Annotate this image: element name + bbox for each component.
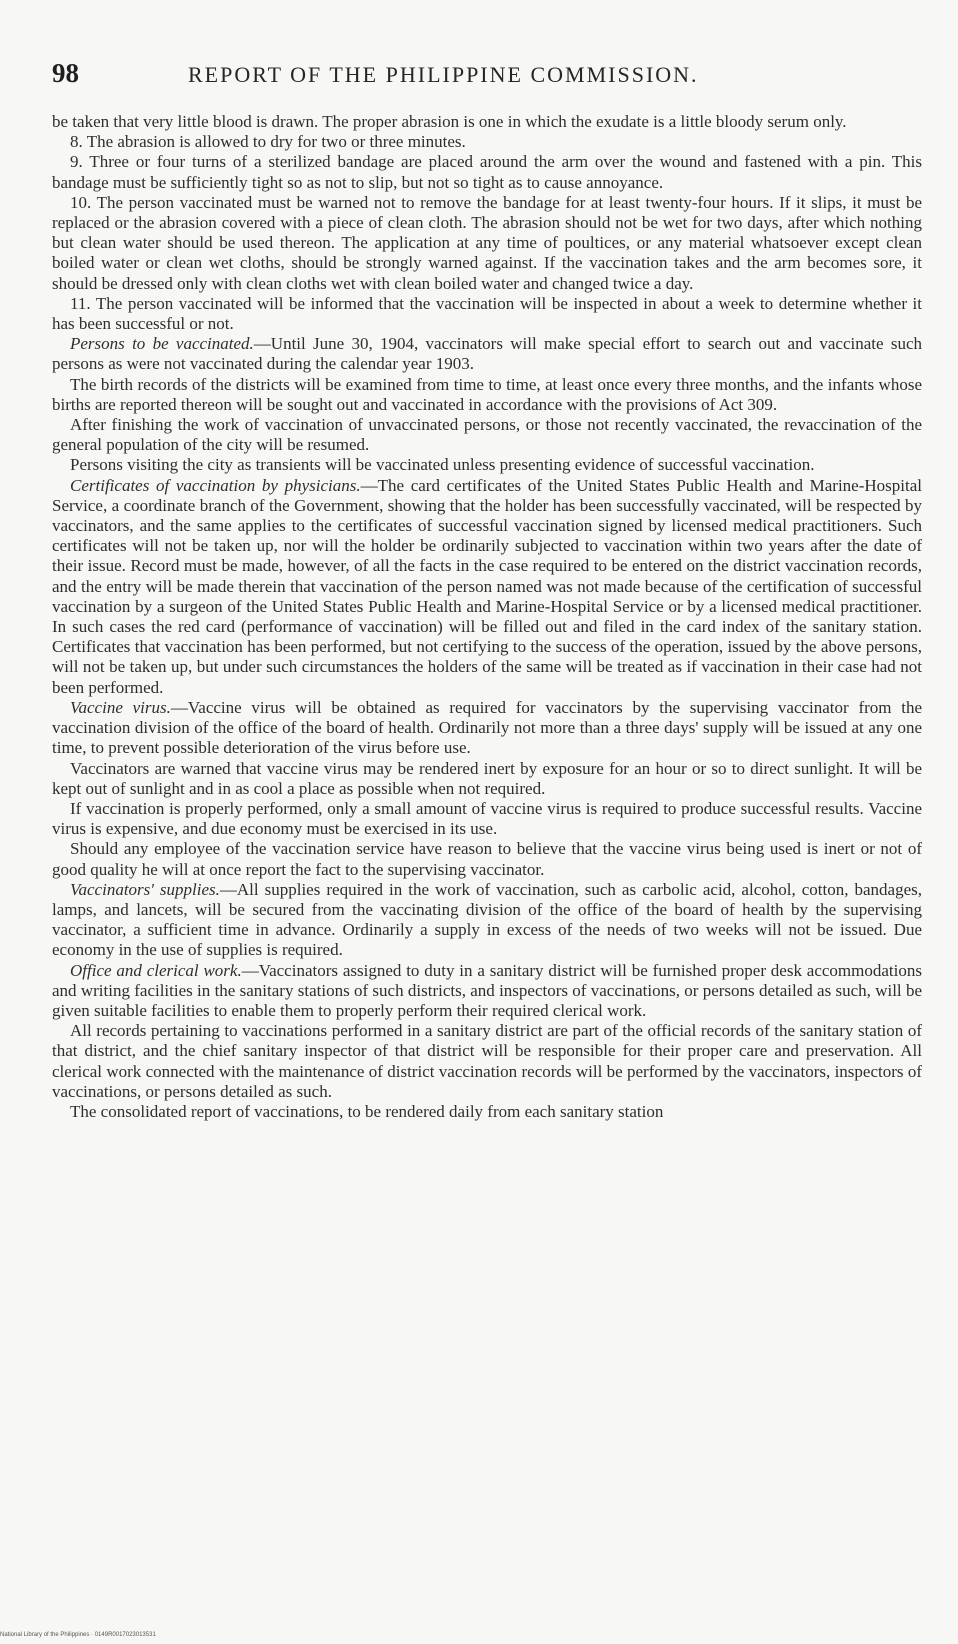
paragraph: All records pertaining to vaccinations performed in a sanitary district are part of the official records of the sanitary station of that district, and the chief sanitary inspector of that district will be responsible for their proper care and preservation. All clerical work connected with the maintenance of district vaccination records will be performed by the vaccinators, inspectors of vaccinations, or persons detailed as such.: [52, 1021, 922, 1101]
paragraph: 11. The person vaccinated will be informed that the vaccination will be inspected in about a week to determine whether it has been successful or not.: [52, 293, 922, 334]
paragraph: Should any employee of the vaccination service have reason to believe that the vaccine virus being used is inert or not of good quality he will at once report the fact to the supervising vaccinator.: [52, 839, 922, 879]
page-header: [52, 58, 912, 98]
section-paragraph: Office and clerical work.—Vaccinators assigned to duty in a sanitary district will be furnished proper desk accommodations and writing facilities in the sanitary stations of such districts, and inspectors of vaccinations, or persons detailed as such, will be given suitable facilities to enable them to properly perform their required clerical work.: [52, 960, 922, 1020]
body-text: [52, 112, 922, 1122]
page-number: 98: [52, 58, 79, 88]
scan-footer: National Library of the Philippines · 0149R0017023013531: [0, 1632, 156, 1638]
section-paragraph: Vaccine virus.—Vaccine virus will be obtained as required for vaccinators by the supervising vaccinator from the vaccination division of the office of the board of health. Ordinarily not more than a three days' supply will be issued at any one time, to prevent possible deterioration of the virus before use.: [52, 697, 923, 758]
paragraph: Vaccinators are warned that vaccine virus may be rendered inert by exposure for an hour or so to direct sunlight. It will be kept out of sunlight and in as cool a place as possible when not required.: [52, 758, 922, 798]
running-head: REPORT OF THE PHILIPPINE COMMISSION.: [188, 62, 699, 87]
paragraph: 10. The person vaccinated must be warned not to remove the bandage for at least twenty-four hours. If it slips, it must be replaced or the abrasion covered with a piece of clean cloth. The abrasion should not be wet for two days, after which nothing but clean water should be used thereon. The application at any time of poultices, or any material whatsoever except clean boiled water or clean wet cloths, should be strongly warned against. If the vaccination takes and the arm becomes sore, it should be dressed only with clean cloths wet with clean boiled water and changed twice a day.: [52, 192, 922, 293]
paragraph: The consolidated report of vaccinations, to be rendered daily from each sanitary station: [70, 1101, 664, 1121]
section-paragraph: Vaccinators' supplies.—All supplies required in the work of vaccination, such as carbolic acid, alcohol, cotton, bandages, lamps, and lancets, will be secured from the vaccinating division of the office of the board of health by the supervising vaccinator, a sufficient time in advance. Ordinarily a supply in excess of the needs of two weeks will not be issued. Due economy in the use of supplies is required.: [52, 879, 922, 960]
paragraph: If vaccination is properly performed, only a small amount of vaccine virus is required to produce successful results. Vaccine virus is expensive, and due economy must be exercised in its use.: [52, 798, 922, 839]
section-paragraph: Certificates of vaccination by physicians.—The card certificates of the United States Public Health and Marine-Hospital Service, a coordinate branch of the Government, showing that the holder has been successfully vaccinated, will be respected by vaccinators, and the same applies to the certificates of successful vaccination signed by licensed medical practitioners. Such certificates will not be taken up, nor will the holder be ordinarily subjected to vaccination within two years after the date of their issue. Record must be made, however, of all the facts in the case required to be entered on the district vaccination records, and the entry will be made therein that vaccination of the person named was not made because of the certification of successful vaccination by a surgeon of the United States Public Health and Marine-Hospital Service or by a licensed medical practitioner. In such cases the red card (performance of vaccination) will be filled out and filed in the card index of the sanitary station. Certificates that vaccination has been performed, but not certifying to the success of the operation, issued by the above persons, will not be taken up, but under such circumstances the holders of the same will be treated as if vaccination in their case had not been performed.: [52, 475, 922, 697]
paragraph: 8. The abrasion is allowed to dry for two or three minutes.: [70, 132, 466, 152]
paragraph: The birth records of the districts will be examined from time to time, at least once every three months, and the infants whose births are reported thereon will be sought out and vaccinated in accordance with the provisions of Act 309.: [52, 374, 922, 414]
paragraph: be taken that very little blood is drawn. The proper abrasion is one in which the exudate is a little bloody serum only.: [52, 112, 847, 131]
paragraph: After finishing the work of vaccination of unvaccinated persons, or those not recently vaccinated, the revaccination of the general population of the city will be resumed.: [52, 415, 922, 455]
paragraph: 9. Three or four turns of a sterilized bandage are placed around the arm over the wound and fastened with a pin. This bandage must be sufficiently tight so as not to slip, but not so tight as to cause annoyance.: [52, 152, 922, 192]
section-paragraph: Persons to be vaccinated.—Until June 30, 1904, vaccinators will make special effort to search out and vaccinate such persons as were not vaccinated during the calendar year 1903.: [52, 334, 922, 374]
paragraph: Persons visiting the city as transients will be vaccinated unless presenting evidence of successful vaccination.: [70, 455, 815, 475]
